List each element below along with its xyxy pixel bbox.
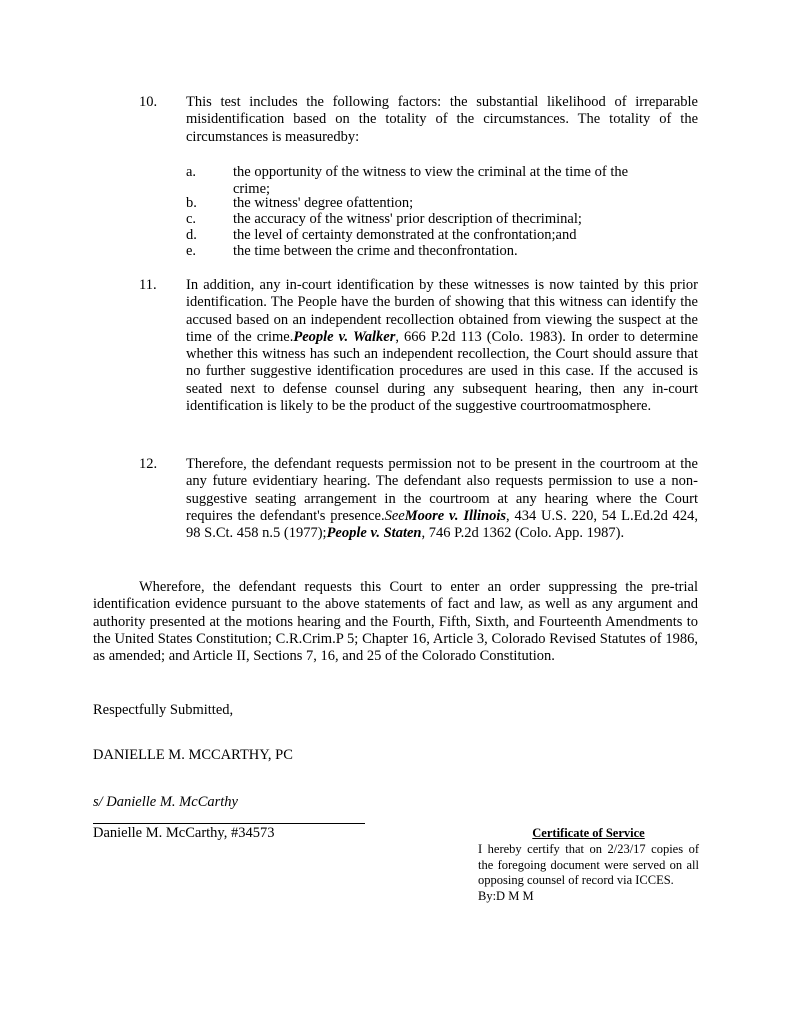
- item-12-number: 12.: [139, 456, 158, 472]
- case-moore-v-illinois: Moore v. Illinois: [404, 507, 507, 524]
- item-10-number: 10.: [139, 94, 158, 110]
- factor-b-letter: b.: [186, 195, 197, 211]
- factor-b-text: the witness' degree ofattention;: [233, 195, 414, 211]
- signature-rule: [93, 823, 365, 824]
- signal-see: See: [384, 507, 405, 524]
- certificate-body: I hereby certify that on 2/23/17 copies of the foregoing document were served on all opposing counsel of record via ICCES.: [478, 842, 699, 888]
- certificate-by: By:D M M: [478, 889, 534, 903]
- case-people-v-staten: People v. Staten: [326, 525, 422, 542]
- factor-d-text: the level of certainty demonstrated at the confrontation;and: [233, 227, 577, 243]
- item-12-text: Therefore, the defendant requests permission not to be present in the courtroom at the any future evidentiary hearing. The defendant also requests permission to use a non-suggestive seating arrangement in the courtroom at any hearing where the Court requires the defendant's presence.SeeMoore v. Illinois, 434 U.S. 220, 54 L.Ed.2d 424, 98 S.Ct. 458 n.5 (1977);People v. Staten, 746 P.2d 1362 (Colo. App. 1987).: [186, 456, 698, 542]
- item-11-text: In addition, any in-court identification by these witnesses is now tainted by this prior identification. The People have the burden of showing that this witness can identify the accused based on an independent recollection obtained from viewing the suspect at the time of the crime.People v. Walker, 666 P.2d 113 (Colo. 1983). In order to determine whether this witness has such an independent recollection, the Court should assure that no further suggestive identification procedures are used in this case. If the accused is seated next to defense counsel during any subsequent hearing, then any in-court identification is likely to be the product of the suggestive courtroomatmosphere.: [186, 277, 699, 415]
- factor-c-text: the accuracy of the witness' prior description of thecriminal;: [233, 211, 582, 227]
- signature: s/ Danielle M. McCarthy: [93, 794, 238, 810]
- factor-a-letter: a.: [186, 164, 197, 180]
- factor-c-letter: c.: [186, 211, 197, 227]
- wherefore-paragraph: Wherefore, the defendant requests this Court to enter an order suppressing the pre-trial identification evidence pursuant to the above statements of fact and law, as well as any argument and authority presented at the motions hearing and the Fourth, Fifth, Sixth, and Fourteenth Amendments to the United States Constitution; C.R.Crim.P 5; Chapter 16, Article 3, Colorado Revised Statutes of 1986, as amended; and Article II, Sections 7, 16, and 25 of the Colorado Constitution.: [93, 579, 698, 665]
- item-10-text: This test includes the following factors: the substantial likelihood of irreparable misidentification based on the totality of the circumstances. The totality of the circumstances is measuredby:: [186, 94, 698, 145]
- factor-d-letter: d.: [186, 227, 197, 243]
- case-people-v-walker: People v. Walker: [293, 328, 396, 345]
- item-11-number: 11.: [139, 277, 157, 293]
- factor-e-text: the time between the crime and theconfrontation.: [233, 243, 518, 259]
- closing-line: Respectfully Submitted,: [93, 702, 234, 718]
- factor-a-text: the opportunity of the witness to view the criminal at the time of the crime;: [233, 164, 629, 197]
- factor-e-letter: e.: [186, 243, 197, 259]
- certificate-title: Certificate of Service: [532, 826, 645, 840]
- signer-name: Danielle M. McCarthy, #34573: [93, 825, 275, 841]
- firm-name: DANIELLE M. MCCARTHY, PC: [93, 747, 293, 763]
